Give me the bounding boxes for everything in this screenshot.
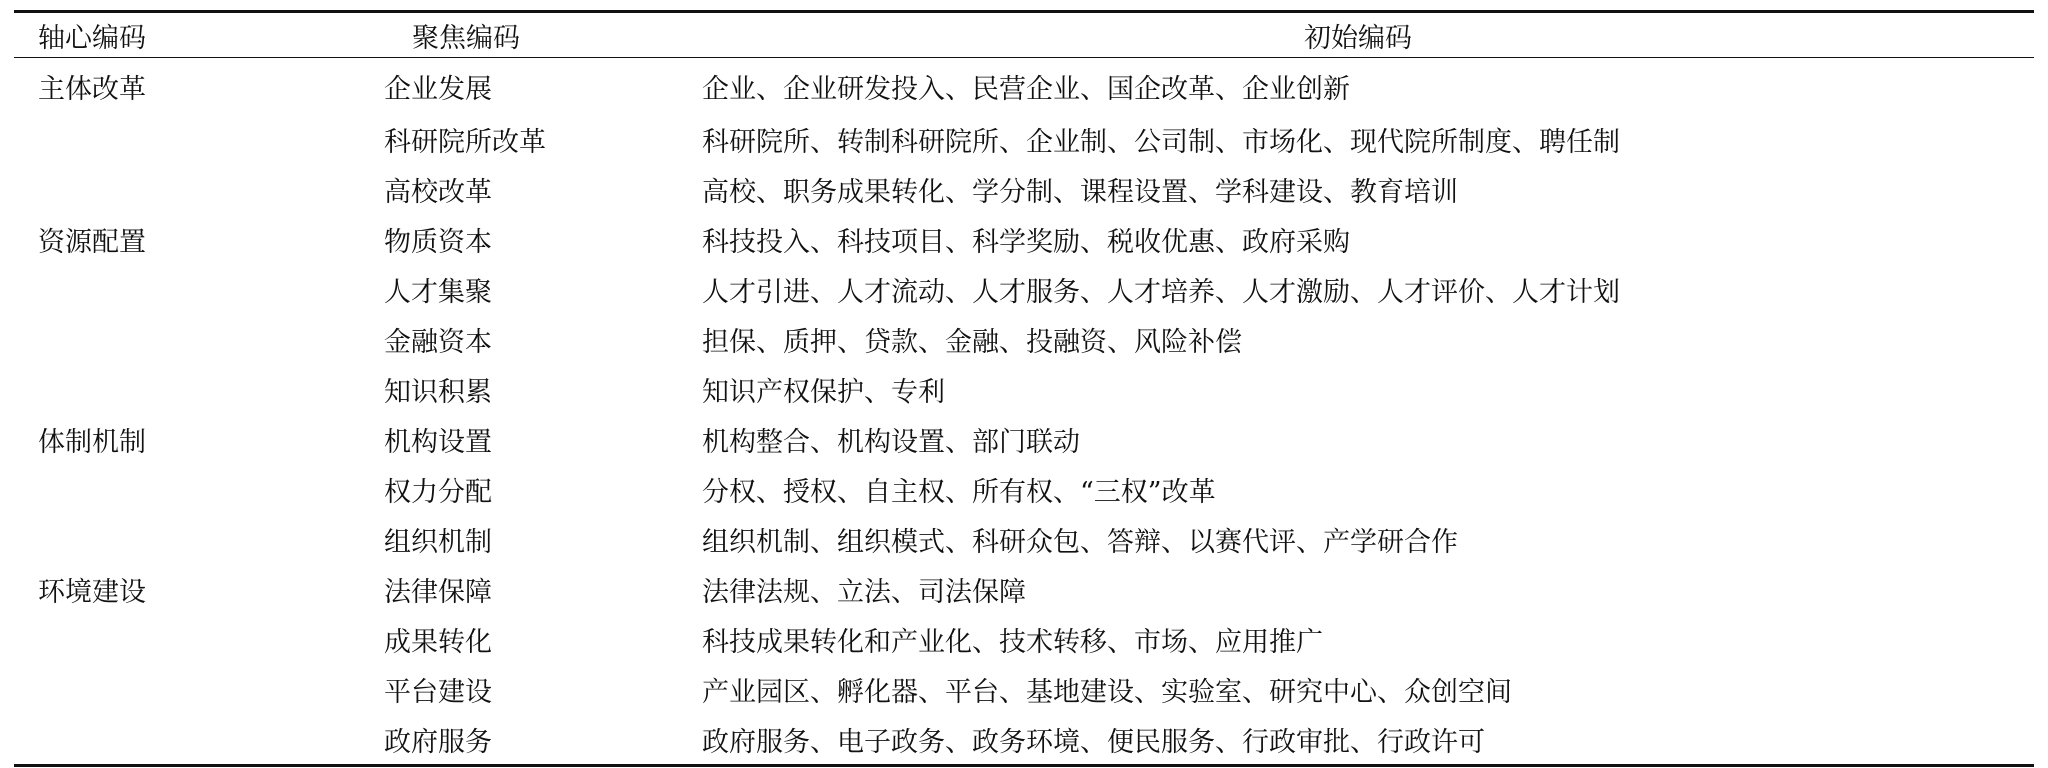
axis-coding-cell xyxy=(14,114,350,164)
focused-coding-cell: 知识积累 xyxy=(384,376,492,408)
initial-coding-cell: 担保、质押、贷款、金融、投融资、风险补偿 xyxy=(702,326,1242,358)
axis-coding-cell xyxy=(14,464,350,514)
table-row xyxy=(14,164,2034,214)
initial-coding-cell: 科研院所、转制科研院所、企业制、公司制、市场化、现代院所制度、聘任制 xyxy=(702,126,1620,158)
table-row xyxy=(14,364,2034,414)
initial-coding-cell: 科技投入、科技项目、科学奖励、税收优惠、政府采购 xyxy=(702,226,1350,258)
axis-coding-cell xyxy=(14,164,350,214)
table-row xyxy=(14,264,2034,314)
focused-coding-cell: 科研院所改革 xyxy=(384,126,546,158)
coding-table xyxy=(14,10,2034,767)
table-row xyxy=(14,664,2034,714)
focused-coding-cell: 机构设置 xyxy=(384,426,492,458)
focused-coding-cell: 金融资本 xyxy=(384,326,492,358)
axis-coding-cell: 资源配置 xyxy=(38,226,146,258)
initial-coding-cell: 机构整合、机构设置、部门联动 xyxy=(702,426,1080,458)
axis-coding-cell xyxy=(14,714,350,766)
initial-coding-cell: 企业、企业研发投入、民营企业、国企改革、企业创新 xyxy=(702,73,1350,105)
focused-coding-cell: 人才集聚 xyxy=(384,276,492,308)
axis-coding-cell xyxy=(14,514,350,564)
focused-coding-cell: 政府服务 xyxy=(350,714,682,766)
header-axis-coding: 轴心编码 xyxy=(14,12,350,58)
initial-coding-cell: 科技成果转化和产业化、技术转移、市场、应用推广 xyxy=(702,626,1323,658)
header-focused-coding: 聚焦编码 xyxy=(350,12,682,58)
focused-coding-cell: 权力分配 xyxy=(384,476,492,508)
table-row xyxy=(14,114,2034,164)
table-row xyxy=(14,214,2034,264)
table-row xyxy=(14,464,2034,514)
axis-coding-cell: 体制机制 xyxy=(38,426,146,458)
initial-coding-cell: 人才引进、人才流动、人才服务、人才培养、人才激励、人才评价、人才计划 xyxy=(702,276,1620,308)
table-row xyxy=(14,414,2034,464)
axis-coding-cell xyxy=(14,664,350,714)
focused-coding-cell: 法律保障 xyxy=(384,576,492,608)
axis-coding-cell xyxy=(14,314,350,364)
table-header xyxy=(14,12,2034,58)
table-body xyxy=(14,58,2034,766)
focused-coding-cell: 高校改革 xyxy=(384,176,492,208)
focused-coding-cell: 物质资本 xyxy=(384,226,492,258)
axis-coding-cell xyxy=(14,264,350,314)
initial-coding-cell: 组织机制、组织模式、科研众包、答辩、以赛代评、产学研合作 xyxy=(702,526,1458,558)
initial-coding-cell: 产业园区、孵化器、平台、基地建设、实验室、研究中心、众创空间 xyxy=(702,676,1512,708)
axis-coding-cell: 环境建设 xyxy=(38,576,146,608)
initial-coding-cell: 政府服务、电子政务、政务环境、便民服务、行政审批、行政许可 xyxy=(682,714,2034,766)
axis-coding-cell xyxy=(14,364,350,414)
initial-coding-cell: 分权、授权、自主权、所有权、“三权”改革 xyxy=(702,476,1216,508)
table-row xyxy=(14,714,2034,766)
initial-coding-cell: 知识产权保护、专利 xyxy=(702,376,945,408)
table-row xyxy=(14,614,2034,664)
initial-coding-cell: 高校、职务成果转化、学分制、课程设置、学科建设、教育培训 xyxy=(702,176,1458,208)
focused-coding-cell: 成果转化 xyxy=(384,626,492,658)
axis-coding-cell xyxy=(14,614,350,664)
table-row xyxy=(14,58,2034,115)
table-row xyxy=(14,564,2034,614)
focused-coding-cell: 组织机制 xyxy=(384,526,492,558)
focused-coding-cell: 企业发展 xyxy=(384,73,492,105)
axis-coding-cell: 主体改革 xyxy=(38,73,146,105)
table-row xyxy=(14,514,2034,564)
focused-coding-cell: 平台建设 xyxy=(384,676,492,708)
header-row xyxy=(14,12,2034,58)
header-initial-coding: 初始编码 xyxy=(682,12,2034,58)
initial-coding-cell: 法律法规、立法、司法保障 xyxy=(702,576,1026,608)
table-row xyxy=(14,314,2034,364)
